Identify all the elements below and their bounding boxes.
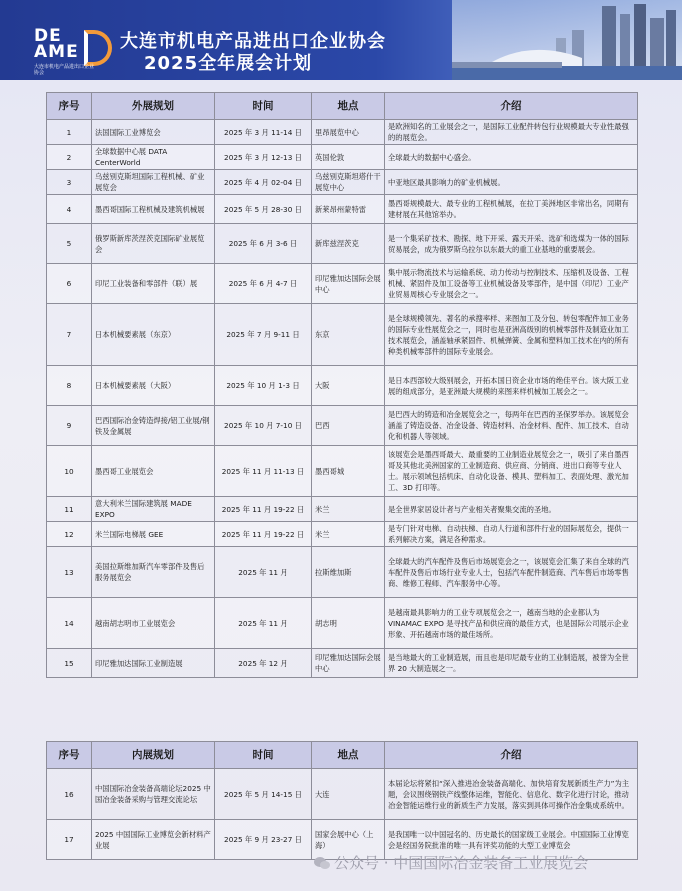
row-index: 2 (47, 145, 92, 170)
row-time: 2025 年 6 月 3-6 日 (215, 224, 312, 264)
logo-subtitle: 大连市机电产品进出口企业协会 (34, 64, 95, 76)
title-line-2: 2025全年展会计划 (144, 53, 313, 74)
row-time: 2025 年 11 月 11-13 日 (215, 446, 312, 497)
col-header-index: 序号 (47, 742, 92, 769)
row-time: 2025 年 5 月 14-15 日 (215, 769, 312, 820)
row-intro: 是日本西部较大级别展会，开拓本国日资企业市场的绝佳平台。该大阪工业展的组成部分，是亚洲最大规模的来图来样机械加工展会之一。 (385, 366, 638, 406)
row-location: 英国伦敦 (312, 145, 385, 170)
row-location: 新库兹涅茨克 (312, 224, 385, 264)
row-time: 2025 年 6 月 4-7 日 (215, 264, 312, 304)
row-exhibition: 越南胡志明市工业展览会 (92, 598, 215, 649)
row-time: 2025 年 10 月 7-10 日 (215, 406, 312, 446)
logo-letters: DE AME (34, 26, 79, 62)
association-logo (34, 28, 110, 76)
row-location: 巴西 (312, 406, 385, 446)
row-exhibition: 2025 中国国际工业博览会新材料产业展 (92, 820, 215, 860)
row-location: 印尼雅加达国际会展中心 (312, 649, 385, 678)
row-exhibition: 米兰国际电梯展 GEE (92, 522, 215, 547)
row-time: 2025 年 10 月 1-3 日 (215, 366, 312, 406)
row-index: 9 (47, 406, 92, 446)
row-intro: 中亚地区最具影响力的矿业机械展。 (385, 170, 638, 195)
table-row (47, 406, 638, 446)
table-row (47, 366, 638, 406)
row-intro: 该展览会是墨西哥最大、最重要的工业制造业展览会之一，吸引了来自墨西哥及其他北美洲国家的工业制造商、供应商、分销商、进出口商等专业人士。展示领域包括机床、自动化设备、模具、塑料加工、表面处理、激光加工、3D 打印等。 (385, 446, 638, 497)
table-row (47, 547, 638, 598)
row-index: 17 (47, 820, 92, 860)
col-header-exhibition: 内展规划 (92, 742, 215, 769)
col-header-time: 时间 (215, 742, 312, 769)
row-time: 2025 年 9 月 23-27 日 (215, 820, 312, 860)
table-row (47, 497, 638, 522)
table-row (47, 446, 638, 497)
col-header-location: 地点 (312, 742, 385, 769)
row-exhibition: 美国拉斯维加斯汽车零部件及售后服务展览会 (92, 547, 215, 598)
row-time: 2025 年 5 月 28-30 日 (215, 195, 312, 224)
table-row (47, 195, 638, 224)
row-exhibition: 中国国际冶金装备高端论坛2025 中国冶金装备采购与管理交流论坛 (92, 769, 215, 820)
row-index: 15 (47, 649, 92, 678)
col-header-intro: 介绍 (385, 93, 638, 120)
table-header-row (47, 742, 638, 769)
row-exhibition: 印尼雅加达国际工业制造展 (92, 649, 215, 678)
row-exhibition: 乌兹别克斯坦国际工程机械、矿业展览会 (92, 170, 215, 195)
row-time: 2025 年 3 月 12-13 日 (215, 145, 312, 170)
row-intro: 是巴西大的铸造和冶金展览会之一，每两年在巴西的圣保罗举办。该展览会涵盖了铸造设备、冶金设备、铸造材料、冶金材料、配件、加工技术、自动化和机器人等领域。 (385, 406, 638, 446)
row-intro: 集中展示物流技术与运输系统、动力传动与控制技术、压缩机及设备、工程机械、紧固件及加工设备等工业机械设备及零部件，是中国（印尼）工业产业贸易周核心专业展会之一。 (385, 264, 638, 304)
row-exhibition: 墨西哥工业展览会 (92, 446, 215, 497)
row-location: 胡志明 (312, 598, 385, 649)
row-exhibition: 墨西哥国际工程机械及建筑机械展 (92, 195, 215, 224)
row-intro: 本届论坛将紧扣“深入推进冶金装备高端化、加快培育发展新质生产力”为主题，会议围绕钢铁产线整体运维，智能化、信息化、数字化进行讨论，推动冶金智能运维行业的新质生产力发展，落实到具体可操作冶金集成系统中。 (385, 769, 638, 820)
row-time: 2025 年 12 月 (215, 649, 312, 678)
row-time: 2025 年 4 月 02-04 日 (215, 170, 312, 195)
row-intro: 是全球规模领先、著名的承搜率样、来图加工及分包、转包零配件加工业务的国际专业性展览会之一，同时也是亚洲高级别的机械零部件及制造业加工技术展览会，涵盖轴承紧固件、机械弹簧、金属和塑料加工技术在内的所有种类机械零部件的国际专业展会。 (385, 304, 638, 366)
row-index: 4 (47, 195, 92, 224)
table-row (47, 264, 638, 304)
row-index: 5 (47, 224, 92, 264)
row-intro: 是我国唯一以中国冠名的、历史最长的国家级工业展会。中国国际工业博览会是经国务院批准的唯一具有评奖功能的大型工业博览会 (385, 820, 638, 860)
row-location: 大阪 (312, 366, 385, 406)
row-exhibition: 全球数据中心展 DATA CenterWorld (92, 145, 215, 170)
overseas-exhibition-table (46, 92, 638, 678)
row-exhibition: 巴西国际冶金铸造焊接/铝工业展/钢铁及金属展 (92, 406, 215, 446)
page-header (0, 0, 682, 80)
row-location: 里昂展览中心 (312, 120, 385, 145)
row-exhibition: 意大利米兰国际建筑展 MADE EXPO (92, 497, 215, 522)
table-row (47, 224, 638, 264)
row-intro: 全球最大的数据中心盛会。 (385, 145, 638, 170)
row-index: 12 (47, 522, 92, 547)
col-header-location: 地点 (312, 93, 385, 120)
col-header-exhibition: 外展规划 (92, 93, 215, 120)
row-time: 2025 年 11 月 (215, 598, 312, 649)
row-time: 2025 年 3 月 11-14 日 (215, 120, 312, 145)
row-intro: 是欧洲知名的工业展会之一，是国际工业配件转包行业规模最大专业性最强的的展览会。 (385, 120, 638, 145)
row-location: 大连 (312, 769, 385, 820)
page-title (120, 31, 386, 75)
row-location: 米兰 (312, 497, 385, 522)
table-row (47, 649, 638, 678)
table-row (47, 120, 638, 145)
watermark-text: 公众号 · 中国国际冶金装备工业展览会 (334, 854, 589, 872)
row-exhibition: 法国国际工业博览会 (92, 120, 215, 145)
table-row (47, 304, 638, 366)
col-header-intro: 介绍 (385, 742, 638, 769)
row-time: 2025 年 11 月 19-22 日 (215, 522, 312, 547)
row-index: 10 (47, 446, 92, 497)
row-index: 11 (47, 497, 92, 522)
row-intro: 全球最大的汽车配件及售后市场展览会之一，该展览会汇集了来自全球的汽车配件及售后市场行业专业人士，包括汽车配件制造商、汽车售后市场零售商、维修工程师、汽车服务中心等。 (385, 547, 638, 598)
row-index: 16 (47, 769, 92, 820)
row-location: 新莱昂州蒙特雷 (312, 195, 385, 224)
row-intro: 是越南最具影响力的工业专项展览会之一，越南当地的企业都认为 VINAMAC EXPO 是寻找产品和供应商的最佳方式，也是国际公司展示企业形象、开拓越南市场的最佳场所。 (385, 598, 638, 649)
row-intro: 是当地最大的工业制造展，而且也是印尼最专业的工业制造展，被誉为全世界 20 大制造展之一。 (385, 649, 638, 678)
row-intro: 是一个集采矿技术、勘探、地下开采、露天开采、选矿和选煤为一体的国际贸易展会，成为俄罗斯乌拉尔以东最大的重工业基地的重要展会。 (385, 224, 638, 264)
row-exhibition: 俄罗斯新库茨涅茨克国际矿业展览会 (92, 224, 215, 264)
row-intro: 是专门针对电梯、自动扶梯、自动人行道和部件行业的国际展览会，提供一系列解决方案，满足各种需求。 (385, 522, 638, 547)
title-line-1: 大连市机电产品进出口企业协会 (120, 31, 386, 52)
row-location: 东京 (312, 304, 385, 366)
row-exhibition: 印尼工业装备和零部件（联）展 (92, 264, 215, 304)
row-time: 2025 年 11 月 (215, 547, 312, 598)
row-location: 国家会展中心（上海） (312, 820, 385, 860)
row-index: 8 (47, 366, 92, 406)
col-header-index: 序号 (47, 93, 92, 120)
row-index: 7 (47, 304, 92, 366)
row-time: 2025 年 11 月 19-22 日 (215, 497, 312, 522)
row-location: 米兰 (312, 522, 385, 547)
row-time: 2025 年 7 月 9-11 日 (215, 304, 312, 366)
table-row (47, 145, 638, 170)
row-exhibition: 日本机械要素展（东京） (92, 304, 215, 366)
table-row (47, 598, 638, 649)
table-row (47, 522, 638, 547)
row-index: 1 (47, 120, 92, 145)
row-location: 印尼雅加达国际会展中心 (312, 264, 385, 304)
row-exhibition: 日本机械要素展（大阪） (92, 366, 215, 406)
city-skyline-image (452, 0, 682, 80)
row-index: 13 (47, 547, 92, 598)
row-intro: 墨西哥规模最大、最专业的工程机械展，在拉丁美洲地区非常出名，同期有建材展在其他馆举办。 (385, 195, 638, 224)
row-index: 14 (47, 598, 92, 649)
table-header-row (47, 93, 638, 120)
row-index: 3 (47, 170, 92, 195)
logo-d-mark (84, 30, 112, 66)
domestic-exhibition-table (46, 741, 638, 860)
col-header-time: 时间 (215, 93, 312, 120)
row-index: 6 (47, 264, 92, 304)
row-location: 乌兹别克斯坦塔什干展览中心 (312, 170, 385, 195)
table-row (47, 170, 638, 195)
table-row (47, 769, 638, 820)
row-intro: 是全世界家居设计者与产业相关者聚集交流的圣地。 (385, 497, 638, 522)
row-location: 墨西哥城 (312, 446, 385, 497)
row-location: 拉斯维加斯 (312, 547, 385, 598)
